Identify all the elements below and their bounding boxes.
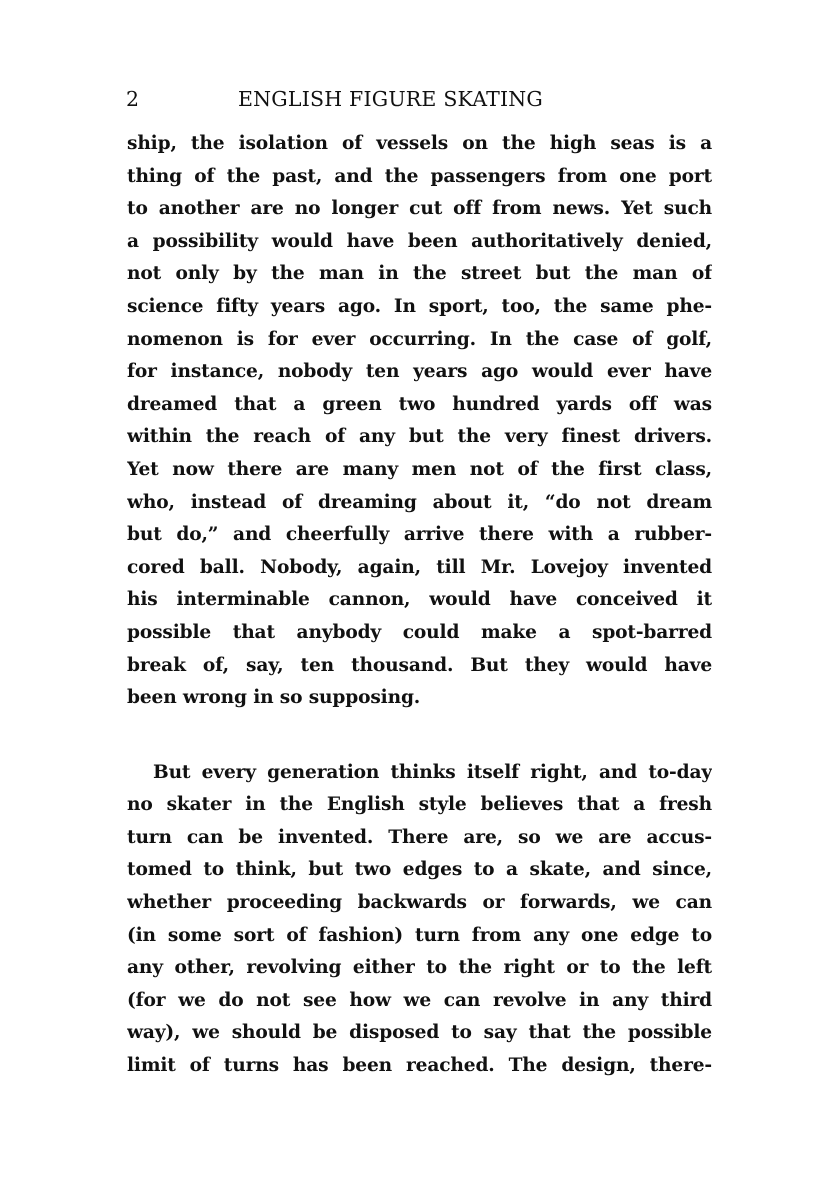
running-title: ENGLISH FIGURE SKATING	[238, 87, 544, 111]
text-line: nomenon is for ever occurring. In the case of golf,	[127, 328, 712, 350]
page-header	[126, 84, 711, 114]
text-line: (in some sort of fashion) turn from any one edge to	[127, 924, 712, 946]
text-line: no skater in the English style believes that a fresh	[127, 794, 712, 816]
text-line: science fifty years ago. In sport, too, the same phe-	[127, 295, 712, 317]
text-line: to another are no longer cut off from news. Yet such	[127, 198, 712, 220]
text-line: ship, the isolation of vessels on the high seas is a	[127, 133, 712, 154]
text-line: limit of turns has been reached. The design, there-	[127, 1055, 712, 1077]
text-line: But every generation thinks itself right, and to-day	[153, 761, 712, 783]
text-line: any other, revolving either to the right or to the left	[127, 957, 712, 979]
text-line: way), we should be disposed to say that the possible	[127, 1022, 712, 1044]
text-line: whether proceeding backwards or forwards, we can	[127, 892, 712, 914]
text-line: thing of the past, and the passengers from one port	[127, 165, 712, 187]
text-line: his interminable cannon, would have conceived it	[127, 589, 712, 611]
page-number: 2	[126, 87, 140, 111]
paragraph-2	[127, 757, 712, 1083]
text-line: for instance, nobody ten years ago would ever have	[127, 361, 712, 383]
text-line: but do,” and cheerfully arrive there with a rubber-	[127, 524, 712, 546]
paragraph-1	[127, 128, 712, 715]
text-line: been wrong in so supposing.	[127, 687, 421, 709]
text-line: turn can be invented. There are, so we are accus-	[127, 826, 712, 848]
text-line: break of, say, ten thousand. But they would have	[127, 654, 712, 676]
text-line: not only by the man in the street but the man of	[127, 263, 712, 285]
text-line: within the reach of any but the very finest drivers.	[127, 426, 712, 448]
text-line: a possibility would have been authoritatively denied,	[127, 230, 712, 252]
text-line: dreamed that a green two hundred yards off was	[127, 393, 712, 415]
text-line: who, instead of dreaming about it, “do not dream	[127, 491, 712, 513]
text-line: (for we do not see how we can revolve in any third	[127, 989, 712, 1011]
text-line: possible that anybody could make a spot-barred	[127, 621, 712, 643]
text-line: cored ball. Nobody, again, till Mr. Lovejoy invented	[127, 556, 712, 578]
text-line: Yet now there are many men not of the first class,	[127, 458, 712, 480]
text-line: tomed to think, but two edges to a skate, and since,	[127, 859, 712, 881]
body-text	[127, 128, 712, 1083]
paragraph-gap	[127, 715, 712, 757]
